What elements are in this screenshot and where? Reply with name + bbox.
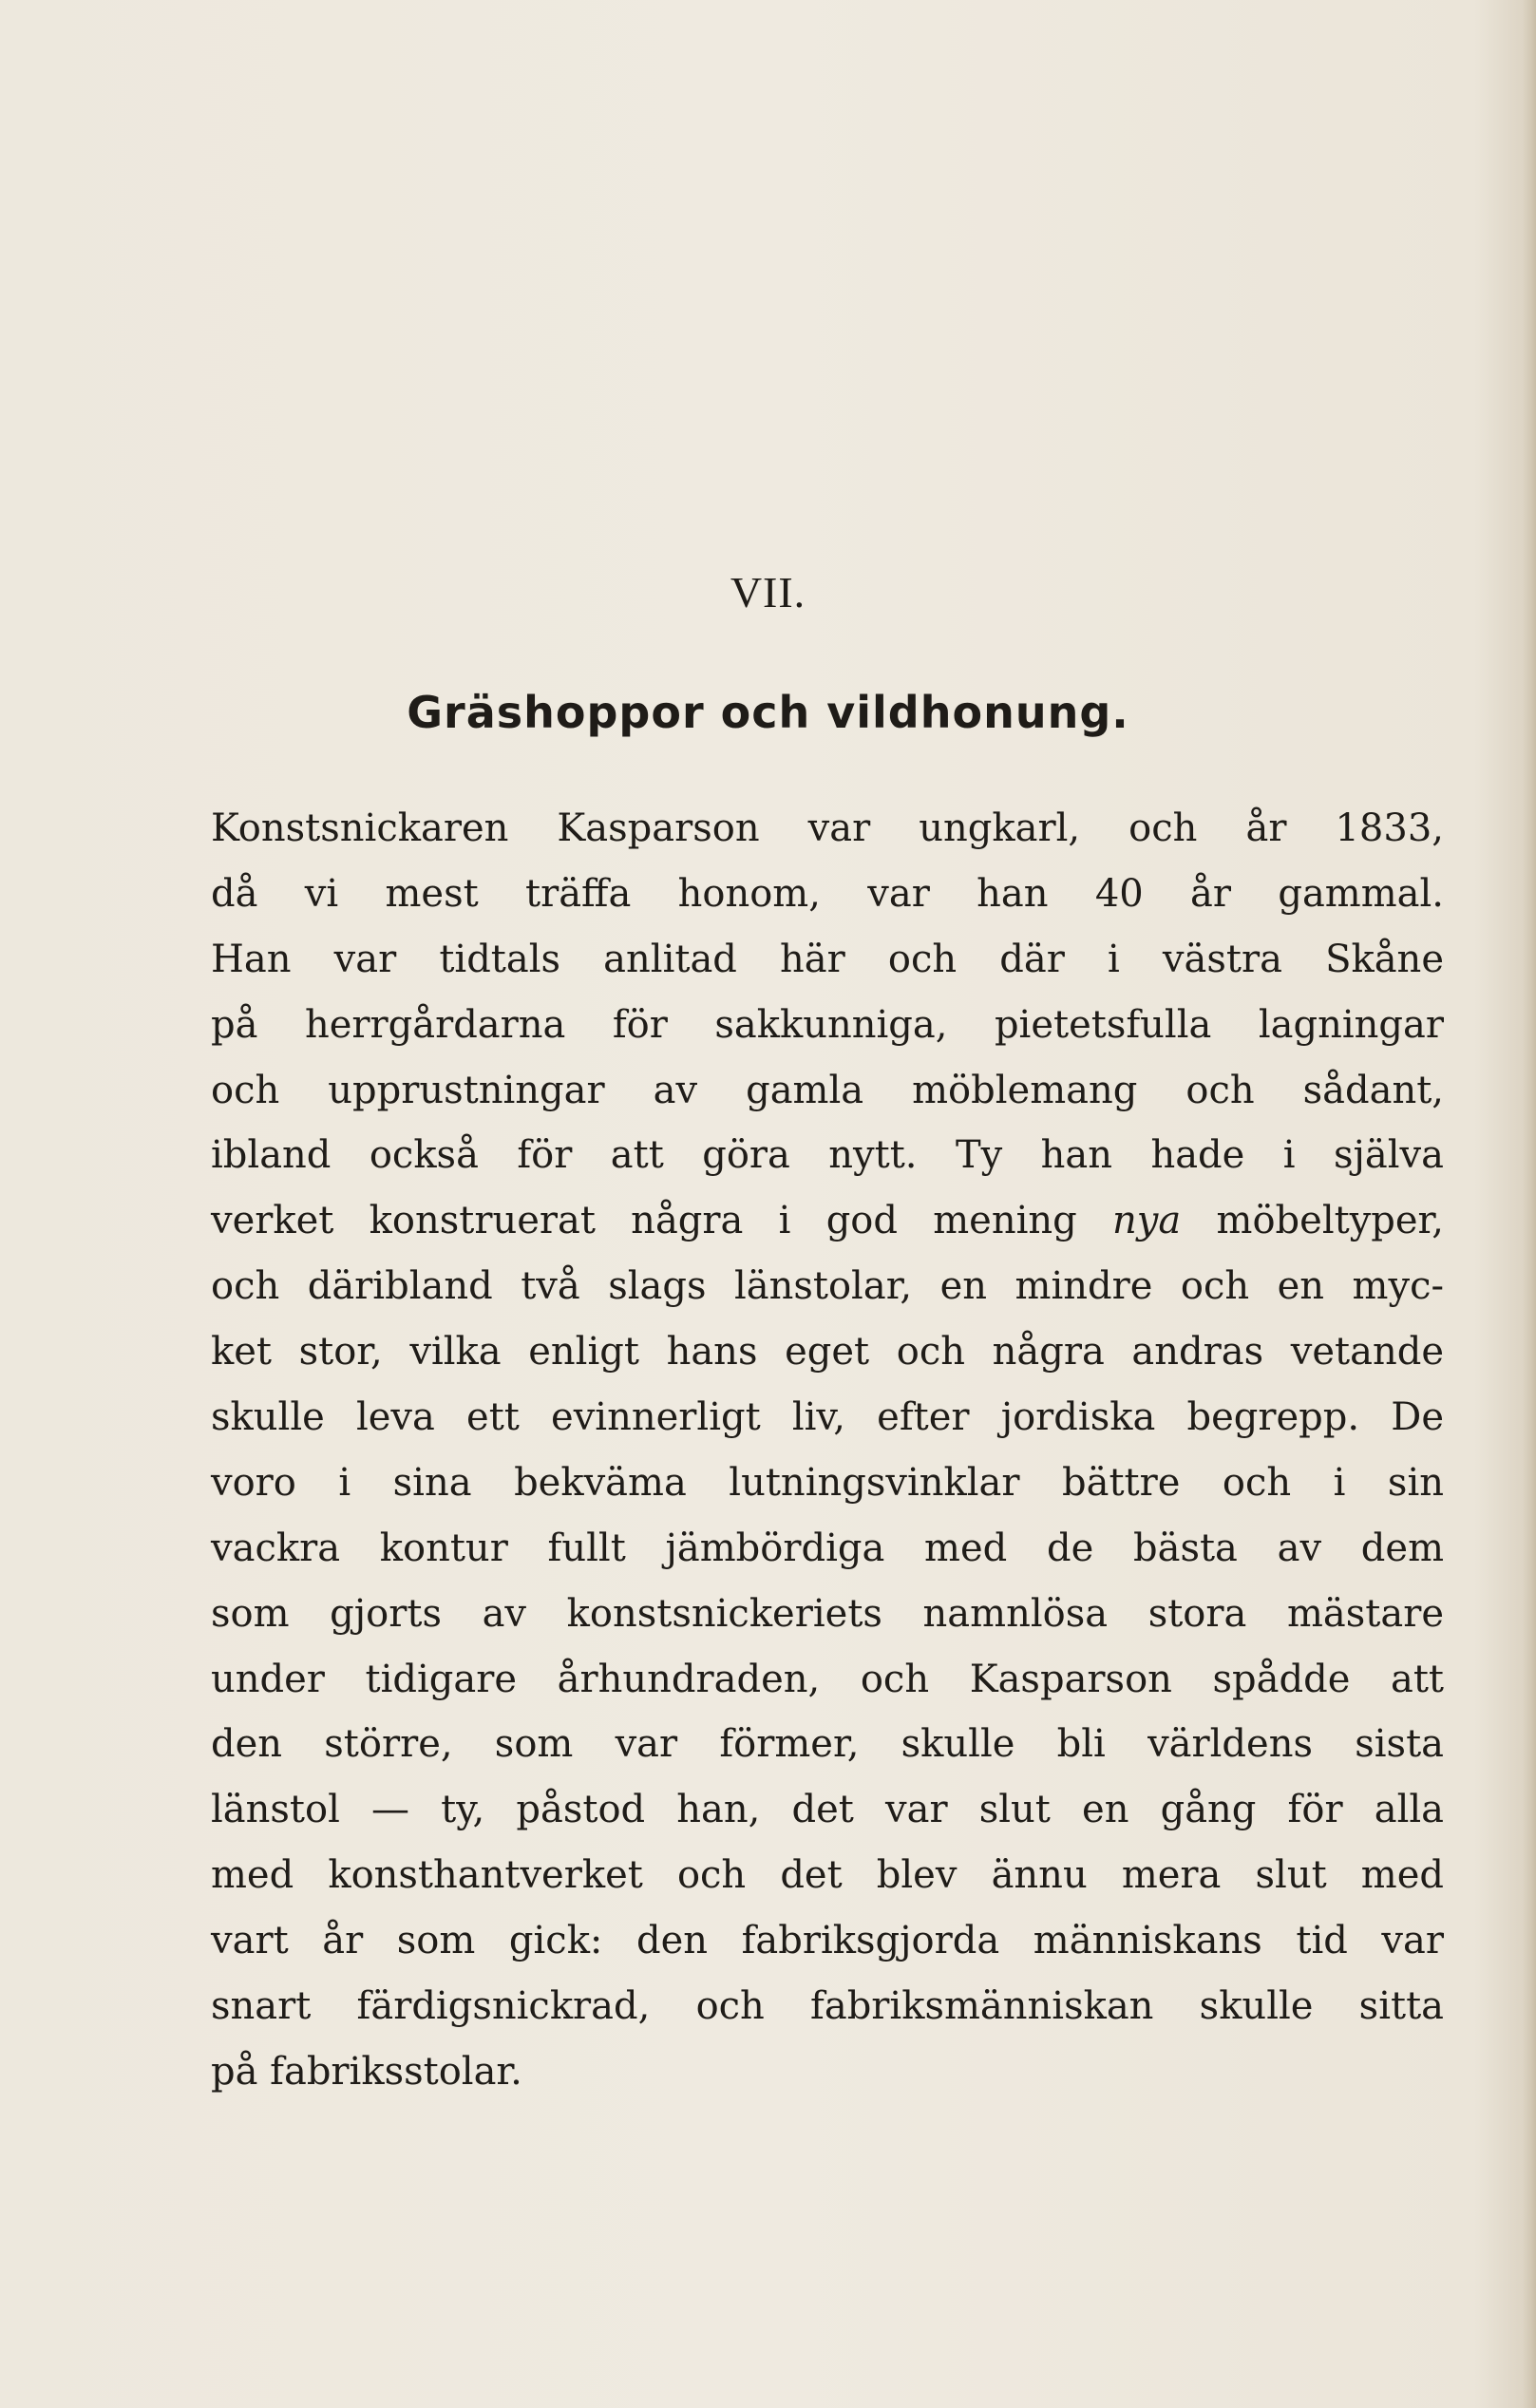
text-line: vart år som gick: den fabriksgjorda människans tid var bbox=[211, 1919, 1444, 1963]
chapter-title: Gräshoppor och vildhonung. bbox=[407, 687, 1129, 738]
text-line: som gjorts av konstsnickeriets namnlösa stora mästare bbox=[211, 1591, 1444, 1636]
text-line: med konsthantverket och det blev ännu mera slut med bbox=[211, 1853, 1444, 1898]
text-line: voro i sina bekväma lutningsvinklar bättre och i sin bbox=[211, 1460, 1444, 1505]
text-line: då vi mest träffa honom, var han 40 år gammal. bbox=[211, 871, 1444, 916]
chapter-body-text bbox=[211, 796, 1444, 2105]
chapter-number: VII. bbox=[730, 568, 806, 616]
text-line: snart färdigsnickrad, och fabriksmänniskan skulle sitta bbox=[211, 1984, 1444, 2029]
text-line: ibland också för att göra nytt. Ty han hade i själva bbox=[211, 1133, 1444, 1178]
text-line bbox=[211, 1188, 1444, 1254]
text-line: länstol — ty, påstod han, det var slut en gång för alla bbox=[211, 1788, 1444, 1832]
text-line: och däribland två slags länstolar, en mindre och en myc- bbox=[211, 1264, 1444, 1309]
text-line: skulle leva ett evinnerligt liv, efter jordiska begrepp. De bbox=[211, 1395, 1444, 1440]
text-line: vackra kontur fullt jämbördiga med de bästa av dem bbox=[211, 1526, 1444, 1570]
text-line: Konstsnickaren Kasparson var ungkarl, och år 1833, bbox=[211, 806, 1444, 850]
text-segment: möbeltyper, bbox=[1181, 1199, 1445, 1243]
text-line: under tidigare århundraden, och Kasparson spådde att bbox=[211, 1657, 1444, 1701]
text-line: och upprustningar av gamla möblemang och sådant, bbox=[211, 1068, 1444, 1112]
text-line: Han var tidtals anlitad här och där i västra Skåne bbox=[211, 937, 1444, 981]
text-line: på herrgårdarna för sakkunniga, pietetsfulla lagningar bbox=[211, 1002, 1444, 1047]
text-line: den större, som var förmer, skulle bli världens sista bbox=[211, 1722, 1444, 1767]
text-segment: verket konstruerat några i god mening bbox=[211, 1199, 1113, 1243]
page-edge-shadow bbox=[1523, 0, 1536, 2408]
text-line: på fabriksstolar. bbox=[211, 2049, 522, 2094]
text-line: ket stor, vilka enligt hans eget och några andras vetande bbox=[211, 1330, 1444, 1375]
italic-word: nya bbox=[1112, 1199, 1182, 1243]
